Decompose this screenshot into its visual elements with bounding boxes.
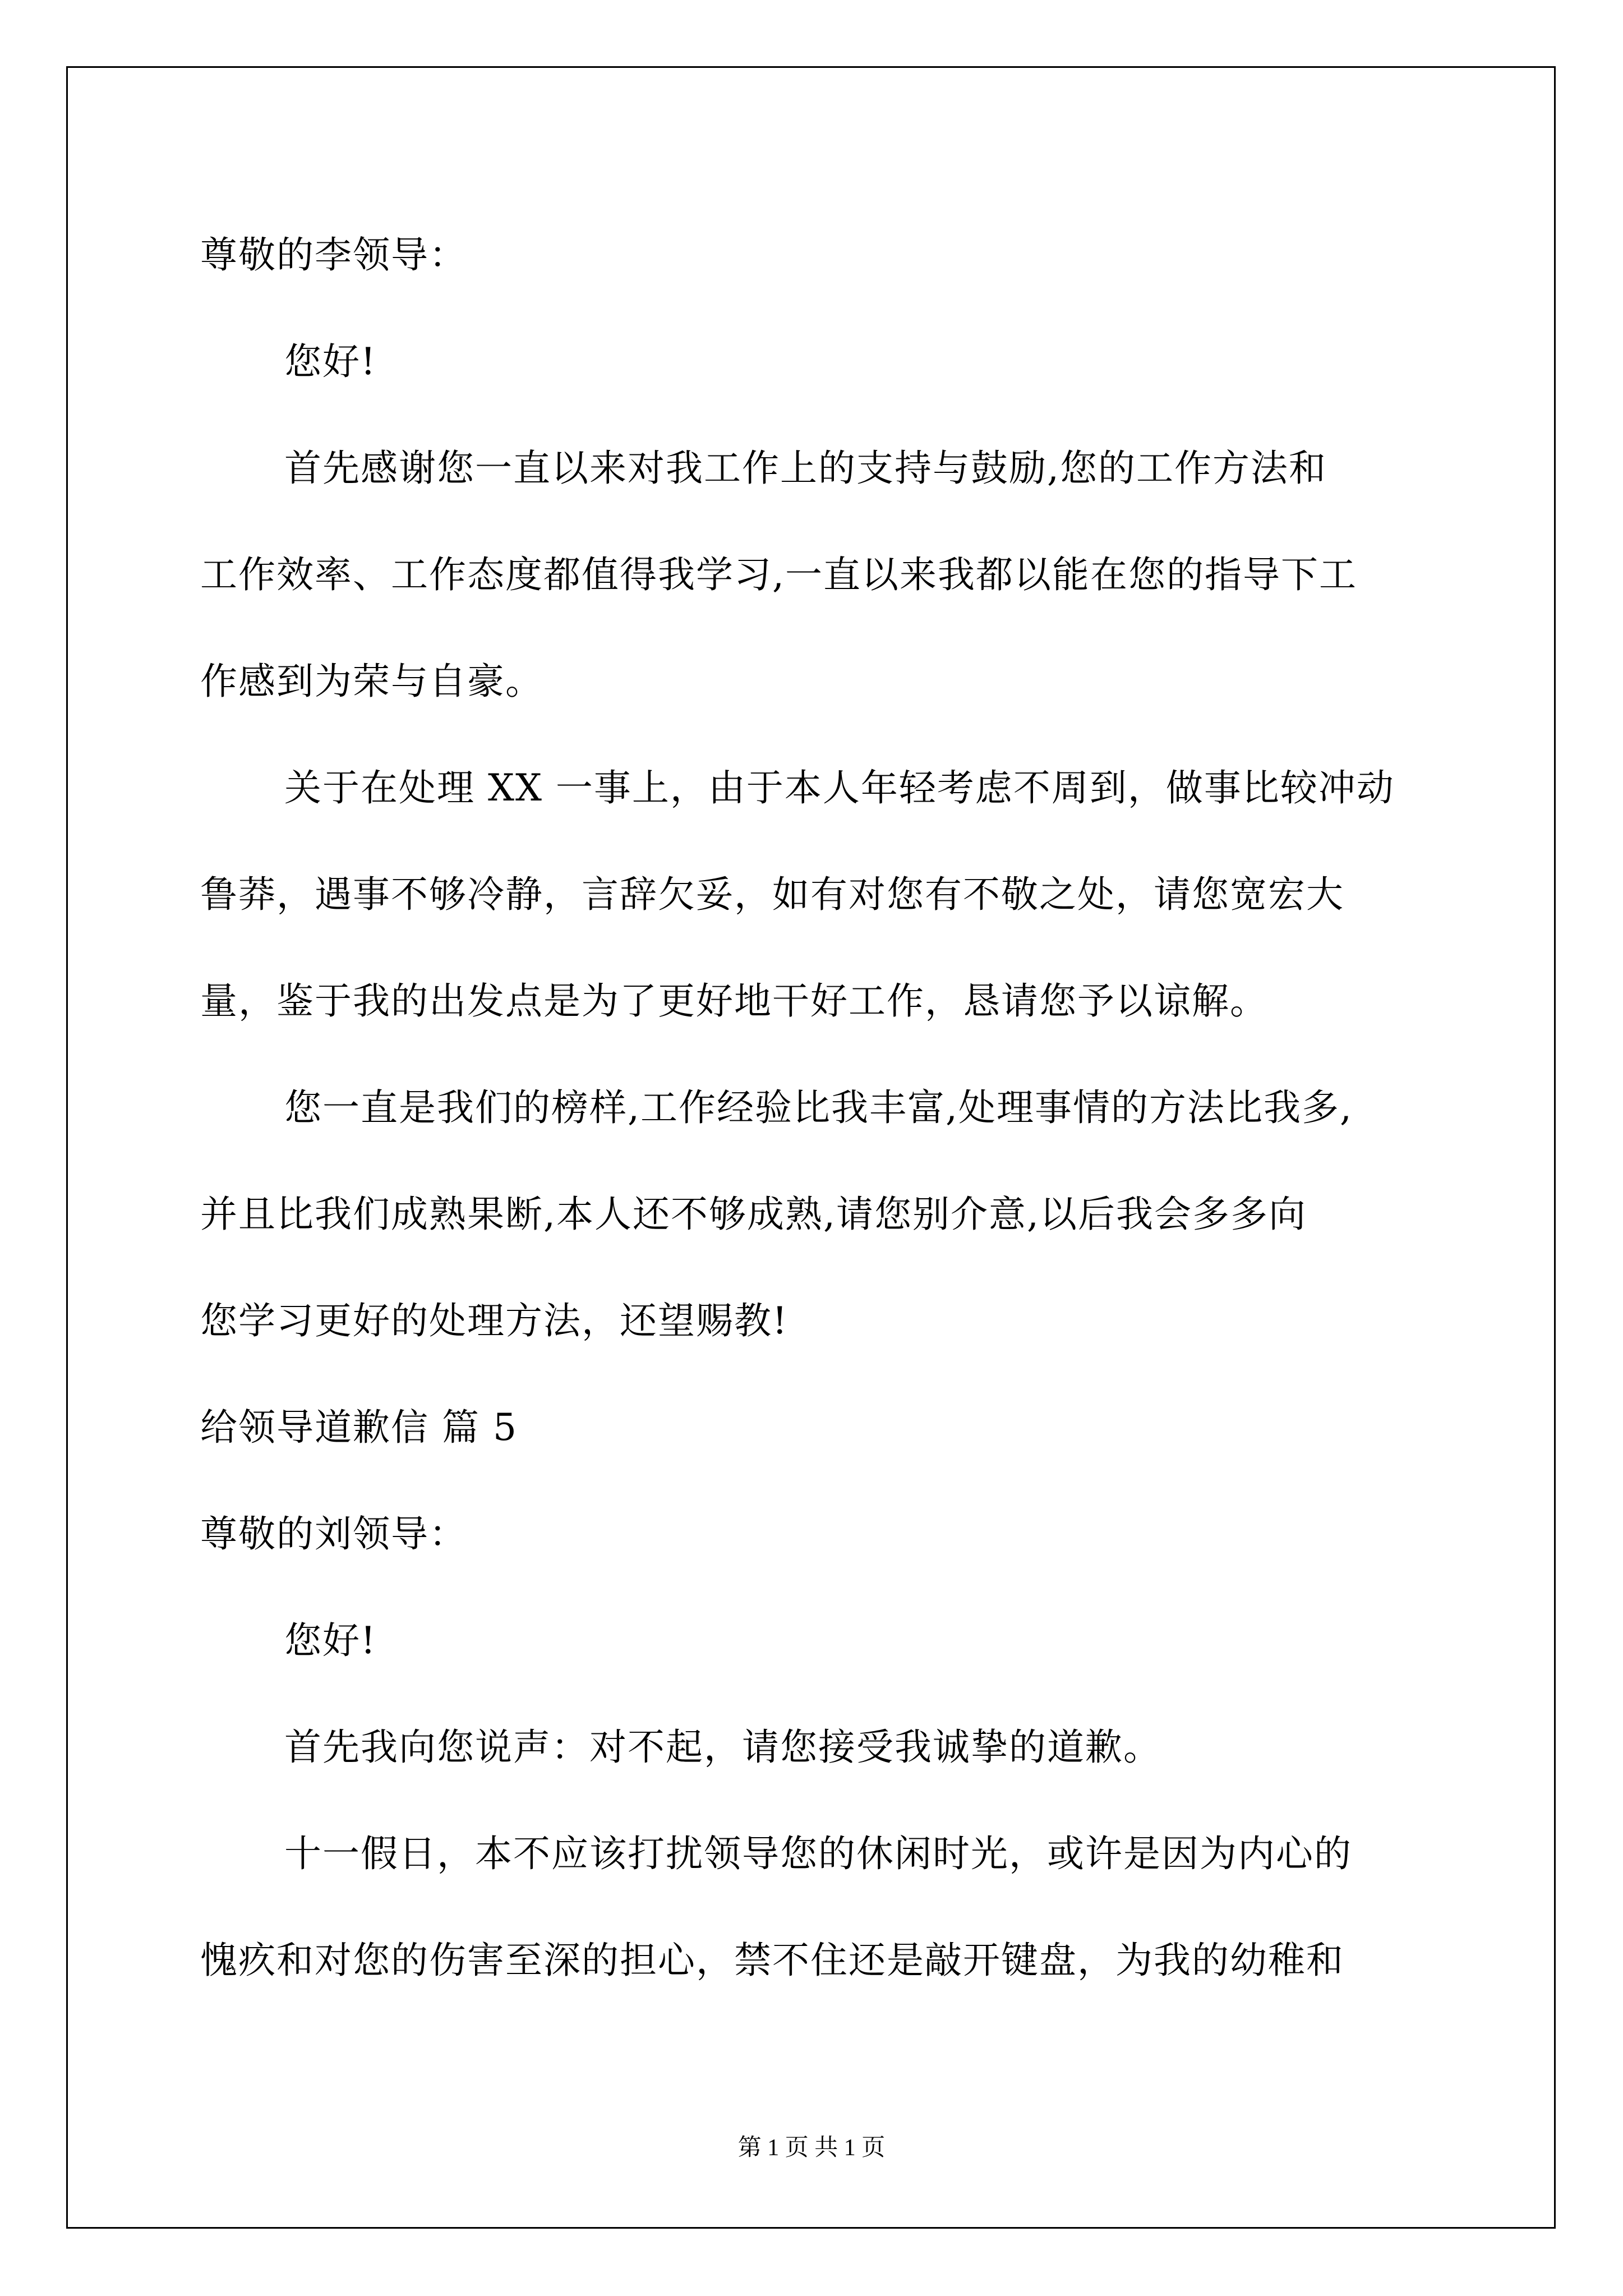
page-footer: 第 1 页 共 1 页: [737, 2135, 886, 2161]
greeting-2: 您好!: [284, 1619, 377, 1662]
paragraph-line: 十一假日，本不应该打扰领导您的休闲时光，或许是因为内心的: [284, 1832, 1352, 1875]
salutation-li: 尊敬的李领导：: [200, 233, 467, 277]
paragraph-line: 量，鉴于我的出发点是为了更好地干好工作，恳请您予以谅解。: [200, 979, 1268, 1023]
paragraph-line: 工作效率、工作态度都值得我学习,一直以来我都以能在您的指导下工: [200, 553, 1357, 596]
paragraph-line: 您一直是我们的榜样,工作经验比我丰富,处理事情的方法比我多,: [284, 1086, 1353, 1129]
section-heading: 给领导道歉信 篇 5: [200, 1406, 518, 1449]
salutation-liu: 尊敬的刘领导：: [200, 1512, 467, 1556]
paragraph-line: 首先感谢您一直以来对我工作上的支持与鼓励,您的工作方法和: [284, 447, 1327, 490]
greeting-1: 您好!: [284, 340, 377, 383]
paragraph-line: 鲁莽，遇事不够冷静，言辞欠妥，如有对您有不敬之处，请您宽宏大: [200, 873, 1344, 916]
paragraph-line: 作感到为荣与自豪。: [200, 660, 543, 703]
paragraph-line: 关于在处理 XX 一事上，由于本人年轻考虑不周到，做事比较冲动: [284, 766, 1395, 809]
paragraph-line: 并且比我们成熟果断,本人还不够成熟,请您别介意,以后我会多多向: [200, 1193, 1307, 1236]
document-body: [200, 210, 1428, 2022]
paragraph-line: 愧疚和对您的伤害至深的担心，禁不住还是敲开键盘，为我的幼稚和: [200, 1939, 1344, 1982]
paragraph-line: 首先我向您说声：对不起，请您接受我诚挚的道歉。: [284, 1726, 1161, 1769]
paragraph-line: 您学习更好的处理方法，还望赐教!: [200, 1299, 789, 1342]
